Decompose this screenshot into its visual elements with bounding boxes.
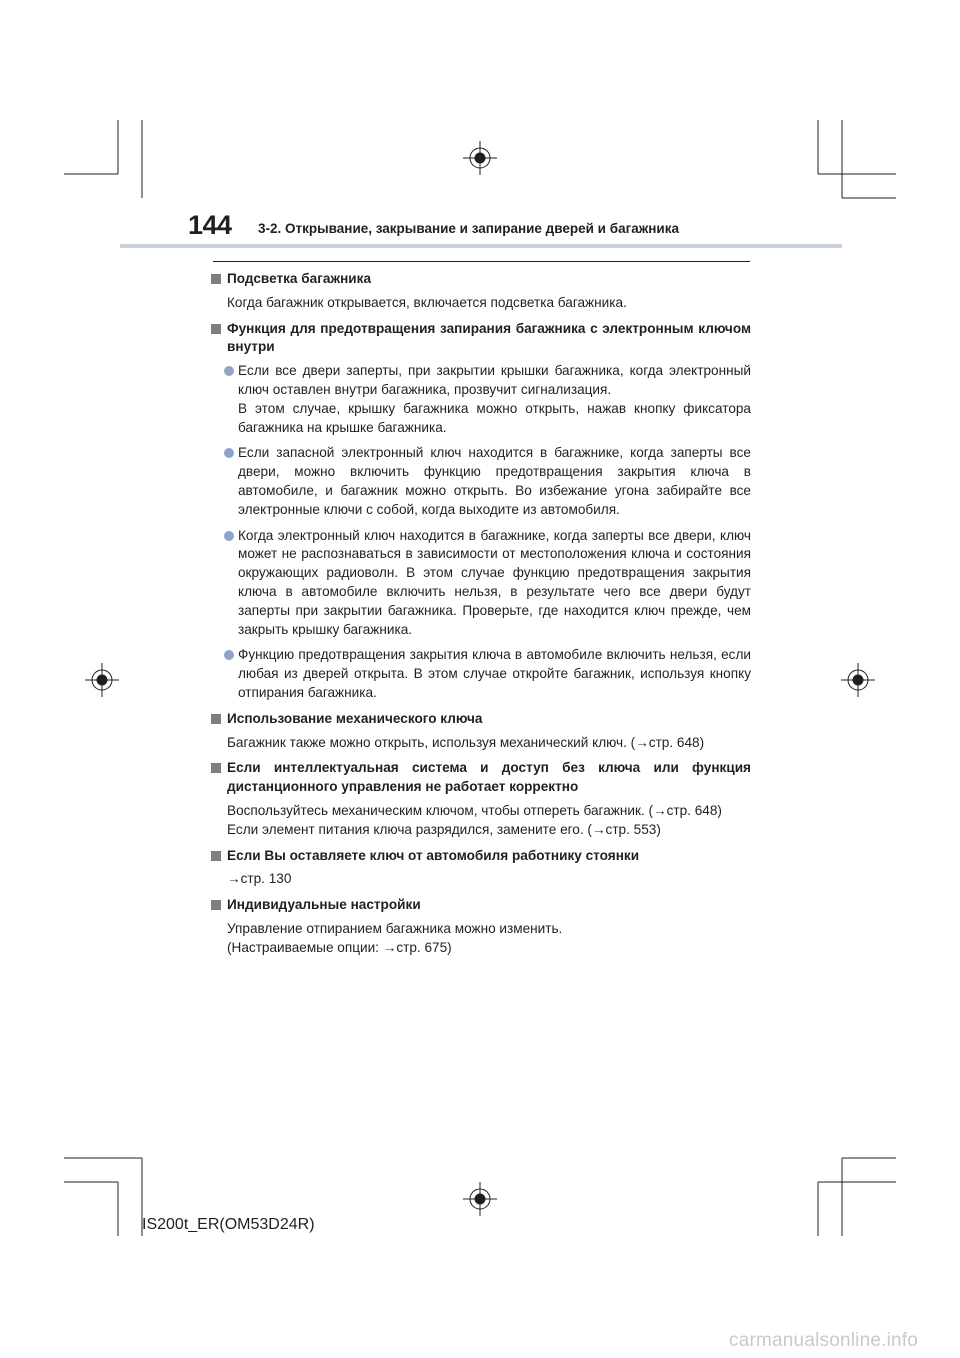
- square-bullet-icon: [211, 714, 221, 724]
- section-smart-system-failure: [211, 759, 751, 839]
- watermark: carmanualsonline.info: [729, 1330, 919, 1351]
- registration-mark-top: [463, 141, 497, 175]
- section-heading: Если интеллектуальная система и доступ без ключа или функция дистанционного управления не работает корректно: [227, 760, 751, 795]
- page-content: [211, 270, 751, 965]
- paragraph: Багажник также можно открыть, используя механический ключ. (→стр. 648): [227, 734, 705, 750]
- section-heading: Функция для предотвращения запирания багажника с электронным ключом внутри: [227, 320, 751, 355]
- paragraph: →стр. 130: [227, 871, 292, 887]
- document-id: IS200t_ER(OM53D24R): [142, 1216, 315, 1233]
- circle-bullet-icon: [224, 366, 234, 376]
- section-heading: Индивидуальные настройки: [227, 897, 421, 913]
- circle-bullet-icon: [224, 531, 234, 541]
- section-heading: Если Вы оставляете ключ от автомобиля работнику стоянки: [227, 847, 640, 863]
- section-rule: [213, 261, 750, 262]
- paragraph: Если элемент питания ключа разрядился, замените его. (→стр. 553): [227, 821, 661, 837]
- registration-mark-left: [85, 663, 119, 697]
- bullet-item: Когда электронный ключ находится в багажнике, когда заперты все двери, ключ может не распознаваться в зависимости от местоположения ключа и состояния окружающих радиоволн. В этом случае функцию предотвращения закрытия ключа в автомобиле включить нельзя, в результате чего все двери будут заперты при закрытии багажника. Проверьте, где находится ключ прежде, чем закрыть крышку багажника.: [227, 527, 751, 640]
- paragraph: Управление отпиранием багажника можно изменить.: [227, 920, 563, 936]
- page-number: 144: [188, 210, 232, 240]
- bullet-item: Функцию предотвращения закрытия ключа в автомобиле включить нельзя, если любая из дверей открыта. В этом случае откройте багажник, используя кнопку отпирания багажника.: [227, 646, 751, 702]
- paragraph: Воспользуйтесь механическим ключом, чтобы отпереть багажник. (→стр. 648): [227, 802, 722, 818]
- chapter-title: 3-2. Открывание, закрывание и запирание дверей и багажника: [258, 221, 679, 236]
- paragraph: (Настраиваемые опции: →стр. 675): [227, 939, 452, 955]
- bullet-item: Если запасной электронный ключ находится в багажнике, когда заперты все двери, можно включить функцию предотвращения закрытия ключа в автомобиле, и багажник можно открыть. Во избежание угона забирайте все электронные ключи с собой, когда выходите из автомобиля.: [227, 444, 751, 519]
- square-bullet-icon: [211, 274, 221, 284]
- section-heading: Использование механического ключа: [227, 710, 483, 726]
- square-bullet-icon: [211, 900, 221, 910]
- section-valet: [211, 847, 751, 890]
- square-bullet-icon: [211, 763, 221, 773]
- circle-bullet-icon: [224, 448, 234, 458]
- square-bullet-icon: [211, 324, 221, 334]
- section-mechanical-key: [211, 710, 751, 753]
- section-trunk-light: [211, 270, 751, 313]
- section-customization: [211, 896, 751, 957]
- registration-mark-bottom: [463, 1182, 497, 1216]
- circle-bullet-icon: [224, 650, 234, 660]
- bullet-item: Если все двери заперты, при закрытии крышки багажника, когда электронный ключ оставлен внутри багажника, прозвучит сигнализация. В этом случае, крышку багажника можно открыть, нажав кнопку фиксатора багажника на крышке багажника.: [227, 362, 751, 437]
- paragraph: Когда багажник открывается, включается подсветка багажника.: [227, 294, 627, 310]
- header-rule: [120, 244, 842, 248]
- square-bullet-icon: [211, 851, 221, 861]
- registration-mark-right: [841, 663, 875, 697]
- section-heading: Подсветка багажника: [227, 271, 372, 286]
- section-key-lockout-prevention: [211, 320, 751, 703]
